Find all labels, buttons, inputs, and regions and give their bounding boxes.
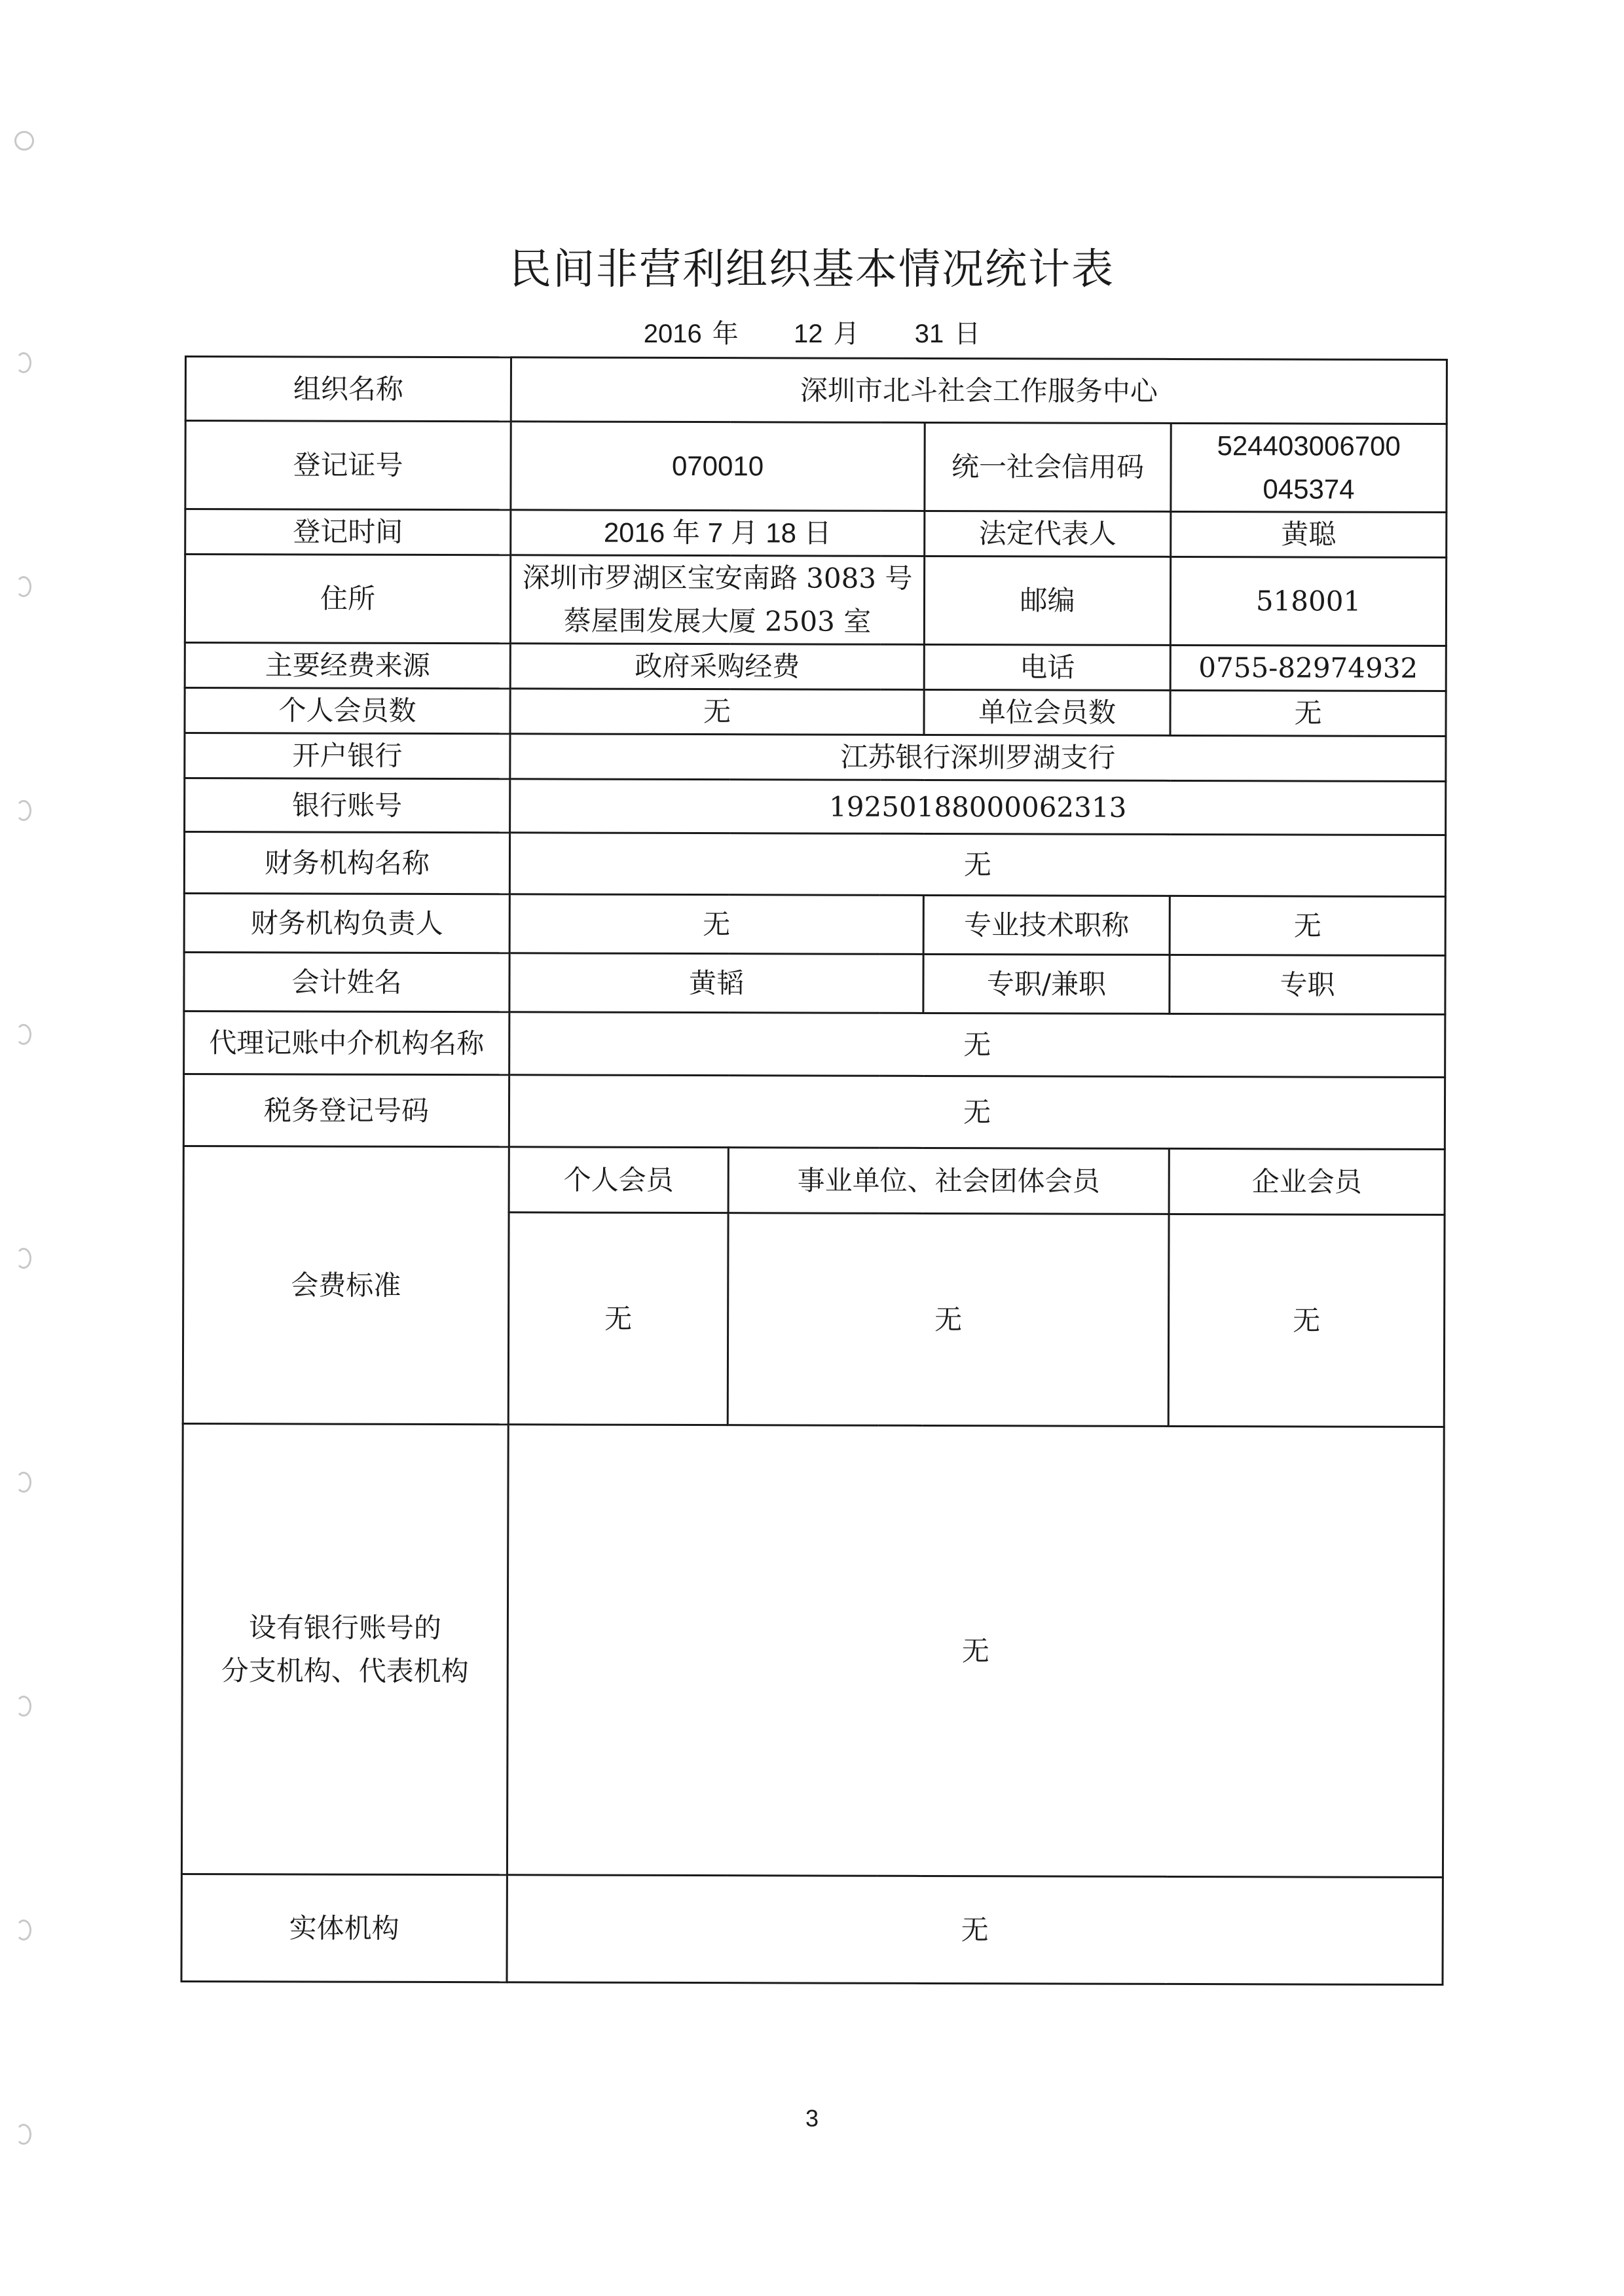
- value-account: 19250188000062313: [510, 779, 1446, 835]
- label-finance-head: 财务机构负责人: [184, 894, 509, 953]
- label-fees: 会费标准: [183, 1146, 509, 1424]
- date-day: 31: [914, 319, 944, 348]
- fees-col-institution: 事业单位、社会团体会员: [728, 1148, 1169, 1214]
- date-month: 12: [793, 319, 823, 348]
- date-day-unit: 日: [954, 319, 981, 348]
- fees-value-individual: 无: [508, 1212, 728, 1425]
- value-credit-code: 524403006700 045374: [1171, 423, 1447, 512]
- punch-hole: [16, 1024, 31, 1045]
- value-legal-rep: 黄聪: [1171, 511, 1447, 557]
- row-entity: [181, 1874, 1443, 1984]
- label-account: 银行账号: [185, 778, 510, 833]
- label-accountant: 会计姓名: [184, 953, 509, 1012]
- punch-hole: [16, 1696, 31, 1717]
- label-bank: 开户银行: [185, 733, 510, 779]
- statistics-form-table: [180, 355, 1448, 1986]
- fees-value-enterprise: 无: [1168, 1214, 1445, 1427]
- value-accountant: 黄韬: [509, 953, 923, 1013]
- fees-value-institution: 无: [728, 1213, 1169, 1427]
- date-year-unit: 年: [712, 319, 739, 348]
- label-full-part-time: 专职/兼职: [923, 954, 1170, 1013]
- label-professional-title: 专业技术职称: [923, 895, 1170, 955]
- row-finance-org: [184, 832, 1445, 897]
- label-entity: 实体机构: [181, 1874, 507, 1982]
- value-full-part-time: 专职: [1170, 955, 1445, 1014]
- value-org-name: 深圳市北斗社会工作服务中心: [511, 357, 1447, 424]
- label-unit-members: 单位会员数: [924, 689, 1170, 735]
- label-org-name: 组织名称: [185, 357, 511, 422]
- row-branches: [181, 1423, 1444, 1877]
- row-bank: [185, 733, 1446, 782]
- date-year: 2016: [643, 319, 702, 348]
- label-funding: 主要经费来源: [185, 643, 510, 689]
- label-branches: 设有银行账号的 分支机构、代表机构: [181, 1423, 508, 1874]
- label-phone: 电话: [924, 644, 1170, 690]
- page-number: 3: [805, 2105, 819, 2132]
- row-tax: [183, 1074, 1445, 1150]
- row-fees-header: [183, 1146, 1445, 1214]
- value-address: 深圳市罗湖区宝安南路 3083 号 蔡屋围发展大厦 2503 室: [510, 555, 924, 645]
- punch-hole: [16, 352, 31, 373]
- value-reg-time: 2016 年 7 月 18 日: [511, 510, 925, 556]
- label-postcode: 邮编: [924, 556, 1170, 645]
- value-entity: 无: [507, 1875, 1443, 1985]
- label-reg-time: 登记时间: [185, 509, 511, 555]
- label-agent: 代理记账中介机构名称: [184, 1011, 509, 1075]
- row-org-name: [185, 357, 1447, 424]
- punch-hole: [16, 576, 31, 597]
- value-funding: 政府采购经费: [510, 644, 924, 690]
- value-phone: 0755-82974932: [1170, 645, 1446, 691]
- punch-hole: [14, 131, 34, 151]
- row-members: [185, 688, 1446, 737]
- fees-col-enterprise: 企业会员: [1169, 1148, 1445, 1214]
- row-accountant: [184, 953, 1445, 1015]
- page-title: 民间非营利组织基本情况统计表: [509, 246, 1115, 294]
- label-address: 住所: [185, 555, 510, 644]
- value-tax: 无: [509, 1075, 1445, 1150]
- value-bank: 江苏银行深圳罗湖支行: [510, 734, 1446, 782]
- row-reg-time: [185, 509, 1447, 558]
- value-finance-org: 无: [509, 833, 1445, 897]
- value-agent: 无: [509, 1012, 1445, 1078]
- punch-hole: [16, 1472, 31, 1493]
- value-finance-head: 无: [509, 894, 923, 955]
- value-individual-members: 无: [510, 689, 924, 735]
- row-reg-no: [185, 421, 1447, 513]
- row-funding: [185, 643, 1446, 691]
- label-tax: 税务登记号码: [183, 1074, 509, 1147]
- label-individual-members: 个人会员数: [185, 688, 510, 734]
- row-finance-head: [184, 894, 1445, 956]
- value-unit-members: 无: [1170, 690, 1446, 736]
- report-date: [0, 313, 1624, 350]
- date-month-unit: 月: [833, 319, 860, 348]
- label-legal-rep: 法定代表人: [925, 511, 1171, 556]
- punch-hole: [16, 1920, 31, 1941]
- value-professional-title: 无: [1170, 896, 1445, 955]
- label-reg-no: 登记证号: [185, 421, 511, 510]
- fees-col-individual: 个人会员: [509, 1147, 728, 1213]
- punch-hole: [16, 800, 31, 821]
- label-finance-org: 财务机构名称: [184, 832, 509, 894]
- label-credit-code: 统一社会信用码: [925, 422, 1171, 511]
- value-branches: 无: [507, 1425, 1444, 1878]
- row-account: [185, 778, 1446, 835]
- punch-hole: [16, 1248, 31, 1269]
- row-agent: [184, 1011, 1445, 1078]
- row-address: [185, 555, 1446, 646]
- value-reg-no: 070010: [511, 422, 925, 511]
- value-postcode: 518001: [1170, 556, 1446, 646]
